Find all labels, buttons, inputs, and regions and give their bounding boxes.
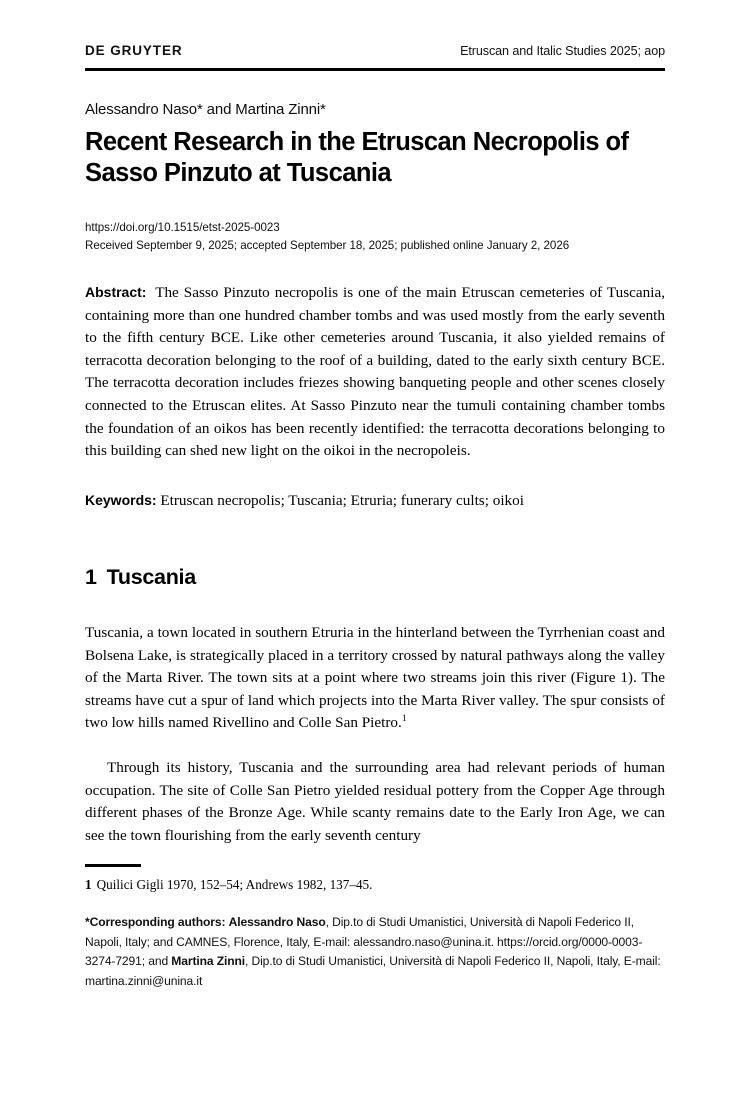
page-title: Recent Research in the Etruscan Necropolis of Sasso Pinzuto at Tuscania — [85, 128, 629, 187]
footnote-separator-rule — [85, 864, 141, 867]
corresponding-author-1-name: Alessandro Naso — [228, 915, 326, 929]
footnote-text: Quilici Gigli 1970, 152–54; Andrews 1982, 137–45. — [96, 877, 373, 892]
header-divider-rule — [85, 68, 665, 71]
section-title: Tuscania — [106, 565, 196, 589]
abstract-text: The Sasso Pinzuto necropolis is one of the main Etruscan cemeteries of Tuscania, containing more than one hundred chamber tombs and was used mostly from the early seventh to the fifth century BCE. Like other cemeteries around Tuscania, it also yielded remains of terracotta decoration belonging to the roof of a building, dated to the early sixth century BCE. The terracotta decoration includes friezes showing banqueting people and other scenes closely connected to the Etruscan elites. At Sasso Pinzuto near the tumuli containing chamber tombs the foundation of an oikos has been recently identified: the terracotta decorations belonging to this building can shed new light on the oikoi in the necropoleis. — [85, 284, 665, 460]
body-paragraph-2: Through its history, Tuscania and the surrounding area had relevant periods of human occupation. The site of Colle San Pietro yielded residual pottery from the Copper Age through different phases of the Bronze Age. While scanty remains date to the Early Iron Age, we can see the town flourishing from the early seventh century — [85, 759, 665, 844]
abstract-label: Abstract: — [85, 284, 147, 300]
body-paragraph-1 — [85, 622, 665, 735]
running-head — [85, 43, 665, 58]
corresponding-author-2-name: Martina Zinni — [171, 954, 245, 969]
section-heading-1 — [85, 565, 665, 590]
publisher-logo-text: DE GRUYTER — [85, 43, 183, 58]
author-byline: Alessandro Naso* and Martina Zinni* — [85, 101, 326, 118]
abstract-paragraph — [85, 281, 665, 463]
keywords-text: Etruscan necropolis; Tuscania; Etruria; funerary cults; oikoi — [160, 492, 524, 509]
journal-citation-line: Etruscan and Italic Studies 2025; aop — [460, 44, 665, 58]
keywords-paragraph — [85, 489, 665, 513]
corresponding-author-2-affiliation: , Dip.to di Studi Umanistici, Università di Napoli Federico II, Napoli, Italy, E-mail: martina.zinni@unina.it — [85, 954, 661, 988]
publication-info — [85, 219, 665, 254]
footnote-number: 1 — [85, 877, 92, 892]
doi-link[interactable]: https://doi.org/10.1515/etst-2025-0023 — [85, 221, 280, 234]
footnote-item-1 — [85, 875, 665, 894]
corresponding-authors-note — [85, 913, 665, 991]
publication-dates: Received September 9, 2025; accepted September 18, 2025; published online January 2, 2026 — [85, 238, 570, 252]
footnote-reference-1[interactable]: 1 — [401, 713, 407, 725]
keywords-label: Keywords: — [85, 492, 157, 508]
corresponding-author-1-affiliation: , Dip.to di Studi Umanistici, Università di Napoli Federico II, Napoli, Italy; and CAMNES, Florence, Italy, E-mail: alessandro.naso@unina.it. https://orcid.org/0000-0003-3274-7291; and — [85, 915, 643, 969]
section-number: 1 — [85, 565, 97, 589]
body-paragraph-1-text: Tuscania, a town located in southern Etruria in the hinterland between the Tyrrhenian coast and Bolsena Lake, is strategically placed in a territory crossed by natural pathways along the valley of the Marta River. The town sits at a point where two streams join this river (Figure 1). The streams have cut a spur of land which projects into the Marta River valley. The spur consists of two low hills named Rivellino and Colle San Pietro. — [85, 624, 665, 732]
corresponding-label: *Corresponding authors: — [85, 915, 226, 929]
